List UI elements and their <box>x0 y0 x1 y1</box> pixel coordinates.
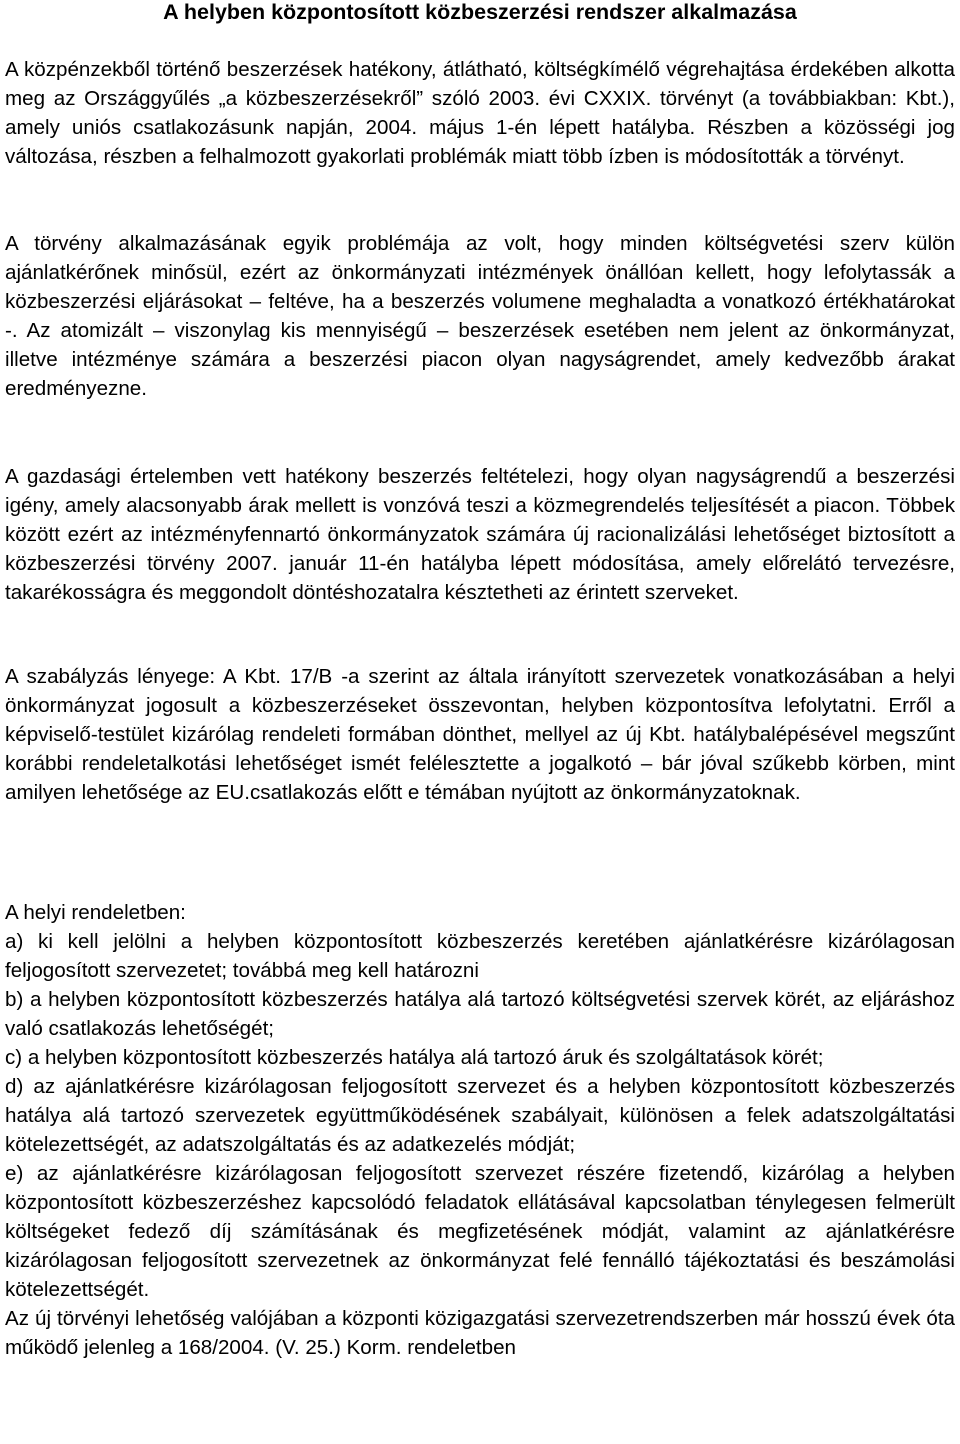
paragraph-new-possibility: Az új törvényi lehetőség valójában a központi közigazgatási szervezetrendszerben már hosszú évek óta működő jelenleg a 168/2004. (V. 25.) Korm. rendeletben <box>5 1307 955 1359</box>
list-item-d: d) az ajánlatkérésre kizárólagosan feljogosított szervezet és a helyben központosított közbeszerzés hatálya alá tartozó szervezetek együttműködésének szabályait, különösen a felek adatszolgáltatási kötelezettségét, az adatszolgáltatás és az adatkezelés módját; <box>5 1075 955 1156</box>
list-item-b: b) a helyben központosított közbeszerzés hatálya alá tartozó költségvetési szervek körét, az eljáráshoz való csatlakozás lehetőségét; <box>5 988 955 1040</box>
paragraph-problem: A törvény alkalmazásának egyik problémája az volt, hogy minden költségvetési szerv külön ajánlatkérőnek minősül, ezért az önkormányzati intézmények önállóan kellett, hogy lefolytassák a közbeszerzési eljárásokat – feltéve, ha a beszerzés volumene meghaladta a vonatkozó értékhatárokat -. Az atomizált – viszonylag kis mennyiségű – beszerzések esetében nem jelent az önkormányzat, illetve intézménye számára a beszerzési piacon olyan nagyságrendet, amely kedvezőbb árakat eredményezne. <box>5 232 955 400</box>
list-item-c: c) a helyben központosított közbeszerzés hatálya alá tartozó áruk és szolgáltatások körét; <box>5 1046 824 1069</box>
document-page <box>5 0 955 1359</box>
local-regulation-section <box>5 898 955 1362</box>
paragraph-intro: A közpénzekből történő beszerzések hatékony, átlátható, költségkímélő végrehajtása érdekében alkotta meg az Országgyűlés „a közbeszerzésekről” szóló 2003. évi CXXIX. törvényt (a továbbiakban: Kbt.), amely uniós csatlakozásunk napján, 2004. május 1-én lépett hatályba. Részben a közösségi jog változása, részben a felhalmozott gyakorlati problémák miatt több ízben is módosították a törvényt. <box>5 58 955 168</box>
local-regulation-intro: A helyi rendeletben: <box>5 901 186 924</box>
paragraph-regulation-essence: A szabályzás lényege: A Kbt. 17/B -a szerint az általa irányított szervezetek vonatkozásában a helyi önkormányzat jogosult a közbeszerzéseket összevontan, helyben központosítva lefolytatni. Erről a képviselő-testület kizárólag rendeleti formában dönthet, mellyel az új Kbt. hatálybalépésével megszűnt korábbi rendeletalkotási lehetőséget ismét felélesztette a jogalkotó – bár jóval szűkebb körben, mint amilyen lehetősége az EU.csatlakozás előtt e témában nyújtott az önkormányzatoknak. <box>5 665 955 804</box>
document-title: A helyben központosított közbeszerzési rendszer alkalmazása <box>163 0 797 24</box>
list-item-a: a) ki kell jelölni a helyben központosított közbeszerzés keretében ajánlatkérésre kizárólagosan feljogosított szervezetet; továbbá meg kell határozni <box>5 930 955 982</box>
paragraph-efficiency: A gazdasági értelemben vett hatékony beszerzés feltételezi, hogy olyan nagyságrendű a beszerzési igény, amely alacsonyabb árak mellett is vonzóvá teszi a közmegrendelés teljesítését a piacon. Többek között ezért az intézményfennartó önkormányzatok számára új racionalizálási lehetőséget biztosított a közbeszerzési törvény 2007. január 11-én hatályba lépett módosítása, amely előrelátó tervezésre, takarékosságra és meggondolt döntéshozatalra késztetheti az érintett szerveket. <box>5 465 955 604</box>
list-item-e: e) az ajánlatkérésre kizárólagosan feljogosított szervezet részére fizetendő, kizárólag a helyben központosított közbeszerzéshez kapcsolódó feladatok ellátásával kapcsolatban ténylegesen felmerült költségeket fedező díj számításának és megfizetésének módját, valamint az ajánlatkérésre kizárólagosan feljogosított szervezetnek az önkormányzat felé fennálló tájékoztatási és beszámolási kötelezettségét. <box>5 1162 955 1301</box>
